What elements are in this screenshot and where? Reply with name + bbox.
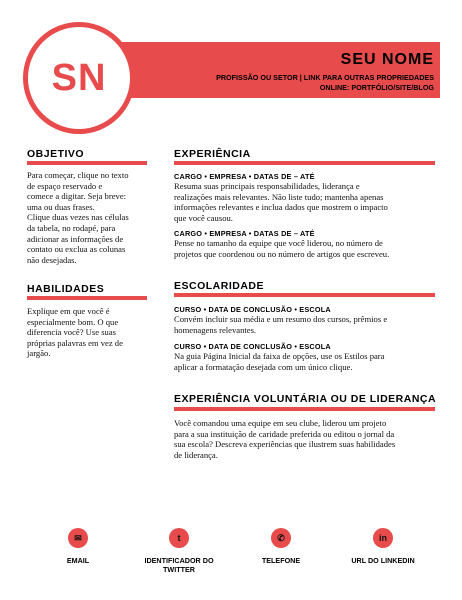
text-line: Você comandou uma equipe em seu clube, liderou um projeto bbox=[174, 418, 387, 428]
text-line: Pense no tamanho da equipe que você liderou, no número de bbox=[174, 238, 383, 248]
text-line: Clique duas vezes nas células bbox=[27, 212, 129, 223]
text-line: Na guia Página Inicial da faixa de opções, use os Estilos para bbox=[174, 351, 385, 361]
contact-email[interactable] bbox=[33, 528, 123, 565]
objetivo-rule bbox=[27, 161, 147, 165]
text-line: homenagens relevantes. bbox=[174, 324, 257, 335]
contact-twitter-label bbox=[134, 556, 224, 574]
text-line: não desejadas. bbox=[27, 254, 77, 265]
label-line: TWITTER bbox=[163, 565, 195, 574]
contact-linkedin-label bbox=[338, 556, 428, 565]
label-line: URL DO LINKEDIN bbox=[351, 556, 415, 565]
escolaridade-entry-1-text[interactable] bbox=[174, 314, 444, 335]
text-line: diferencia você? Use suas bbox=[27, 327, 116, 338]
text-line: Convém incluir sua média e um resumo dos cursos, prêmios e bbox=[174, 314, 388, 324]
text-line: adicionar as informações de bbox=[27, 233, 124, 244]
habilidades-rule bbox=[27, 296, 147, 300]
monogram-circle bbox=[23, 22, 135, 134]
escolaridade-entry-2-head[interactable]: CURSO • DATA DE CONCLUSÃO • ESCOLA bbox=[174, 342, 331, 351]
habilidades-text[interactable] bbox=[27, 306, 149, 359]
experiencia-heading: EXPERIÊNCIA bbox=[174, 148, 251, 160]
escolaridade-heading: ESCOLARIDADE bbox=[174, 280, 265, 292]
text-line: uma ou duas frases. bbox=[27, 201, 95, 212]
experiencia-entry-1-head[interactable]: CARGO • EMPRESA • DATAS DE – ATÉ bbox=[174, 172, 315, 181]
tagline-line-1: PROFISSÃO OU SETOR | LINK PARA OUTRAS PROPRIEDADES bbox=[216, 73, 434, 82]
phone-icon: ✆ bbox=[271, 528, 291, 548]
label-line: EMAIL bbox=[66, 556, 90, 565]
label-line: TELEFONE bbox=[261, 556, 301, 565]
habilidades-heading: HABILIDADES bbox=[27, 283, 105, 295]
text-line: comece a digitar. Seja breve: bbox=[27, 191, 127, 202]
experiencia-entry-2-text[interactable] bbox=[174, 238, 444, 259]
text-line: especialmente bom. O que bbox=[27, 316, 119, 327]
text-line: para a sua instituição de caridade preferida ou editou o jornal da bbox=[174, 428, 395, 439]
contact-phone[interactable] bbox=[236, 528, 326, 565]
text-line: sua escola? Descreva experiências que ilustrem suas habilidades bbox=[174, 439, 396, 450]
objetivo-text[interactable] bbox=[27, 170, 149, 265]
text-line: aplicar a formatação desejada com um único clique. bbox=[174, 361, 353, 372]
text-line: Explique em que você é bbox=[27, 306, 110, 316]
text-line: próprias palavras em vez de bbox=[27, 337, 123, 348]
monogram-initials[interactable]: SN bbox=[51, 56, 107, 99]
escolaridade-entry-1-head[interactable]: CURSO • DATA DE CONCLUSÃO • ESCOLA bbox=[174, 305, 331, 314]
text-line: contato ou exclua as colunas bbox=[27, 244, 126, 255]
contact-linkedin[interactable] bbox=[338, 528, 428, 565]
contact-phone-label bbox=[236, 556, 326, 565]
text-line: Resuma suas principais responsabilidades, liderança e bbox=[174, 181, 360, 191]
twitter-icon: t bbox=[169, 528, 189, 548]
text-line: de espaço reservado e bbox=[27, 180, 103, 191]
experiencia-entry-1-text[interactable] bbox=[174, 181, 444, 223]
text-line: informações relevantes e inclua dados que mostrem o impacto bbox=[174, 202, 388, 213]
linkedin-icon: in bbox=[373, 528, 393, 548]
text-line: que você causou. bbox=[174, 212, 233, 223]
experiencia-entry-2-head[interactable]: CARGO • EMPRESA • DATAS DE – ATÉ bbox=[174, 229, 315, 238]
text-line: realizações mais relevantes. Não liste tudo; mantenha apenas bbox=[174, 191, 384, 202]
contact-twitter[interactable] bbox=[134, 528, 224, 574]
header-tagline[interactable] bbox=[216, 73, 434, 93]
escolaridade-rule bbox=[174, 293, 435, 297]
resume-name[interactable]: SEU NOME bbox=[340, 51, 434, 68]
email-icon: ✉ bbox=[68, 528, 88, 548]
text-line: Para começar, clique no texto bbox=[27, 170, 129, 180]
text-line: projetos que coordenou ou no número de artigos que escreveu. bbox=[174, 248, 390, 259]
text-line: da tabela, no rodapé, para bbox=[27, 222, 116, 233]
escolaridade-entry-2-text[interactable] bbox=[174, 351, 444, 372]
objetivo-heading: OBJETIVO bbox=[27, 148, 85, 160]
label-line: IDENTIFICADOR DO bbox=[144, 556, 214, 565]
voluntaria-text[interactable] bbox=[174, 418, 446, 460]
experiencia-rule bbox=[174, 161, 435, 165]
voluntaria-rule bbox=[174, 407, 435, 411]
text-line: jargão. bbox=[27, 348, 51, 359]
text-line: de liderança. bbox=[174, 449, 218, 460]
tagline-line-2: ONLINE: PORTFÓLIO/SITE/BLOG bbox=[319, 83, 434, 92]
contact-email-label bbox=[33, 556, 123, 565]
voluntaria-heading: EXPERIÊNCIA VOLUNTÁRIA OU DE LIDERANÇA bbox=[174, 393, 437, 405]
